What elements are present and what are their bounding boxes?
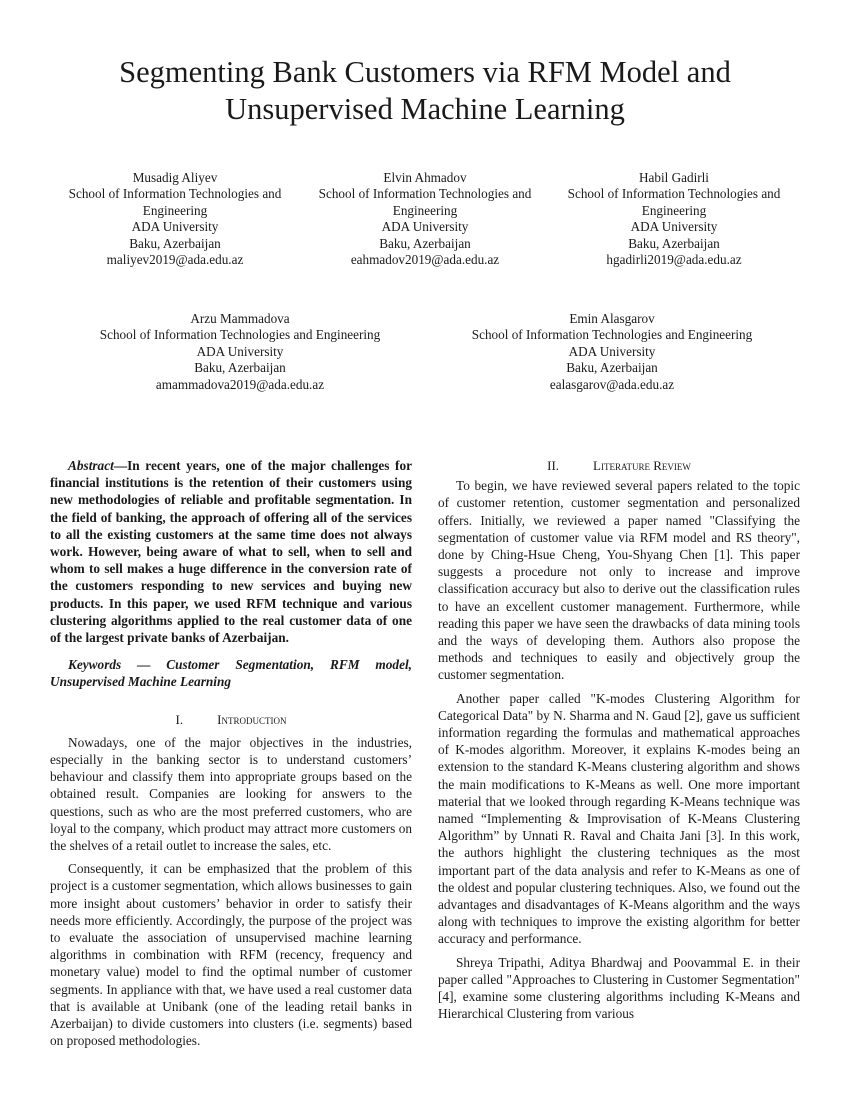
author-city: Baku, Azerbaijan	[379, 235, 471, 251]
section-title: Introduction	[217, 711, 287, 727]
author-university: ADA University	[630, 219, 718, 235]
paragraph: Consequently, it can be emphasized that the problem of this project is a customer segmentation, which allows businesses to gain more insight about customers’ behavior in order to satisfy their needs more efficiently. Accordingly, the purpose of the project was to evaluate the association of unsupervised machine learning algorithms in combination with RFM (recency, frequency and monetary value) model to find the optimal number of customer segments. In appliance with that, we have used a real customer data that is available at Unibank (one of the leading retail banks in Azerbaijan) to divide customers into clusters (i.e. segments) based on proposed methodologies.	[50, 861, 412, 1049]
author-email: eahmadov2019@ada.edu.az	[350, 252, 500, 268]
author-name: Musadig Aliyev	[132, 170, 218, 185]
author-name: Habil Gadirli	[639, 170, 709, 185]
author-affiliation: School of Information Technologies and Engineering	[99, 327, 381, 343]
left-column	[50, 457, 412, 1050]
author-name: Arzu Mammadova	[190, 311, 290, 326]
paragraph: Shreya Tripathi, Aditya Bhardwaj and Poovammal E. in their paper called "Approaches to Clustering in Customer Segmentation" [4], examine some clustering algorithms including K-Means and Hierarchical Clustering from various	[438, 954, 800, 1022]
section-number: I.	[175, 711, 184, 727]
author-name: Elvin Ahmadov	[383, 170, 467, 185]
section-heading	[50, 711, 412, 728]
paragraph: Nowadays, one of the major objectives in the industries, especially in the banking sector is to understand customers’ behaviour and classify them into appropriate groups based on the obtained result. Companies are looking for answers to the questions, such as who are the most preferred customers, who are loyal to the company, which product may attract more customers on the shelves of a retail outlet to increase the sales, etc.	[50, 734, 412, 854]
paragraph: Another paper called "K-modes Clustering Algorithm for Categorical Data" by N. Sharma and N. Gaud [2], gave us sufficient information regarding the formulas and mathematical approaches of K-modes algorithm. Moreover, it explains K-modes being an extension to the standard K-Means clustering algorithm and shows the main modifications to K-Means as well. One more important material that we looked through regarding K-Means technique was named “Implementing & Improvisation of K-Means Clustering Algorithm” by Unnati R. Raval and Chaita Jani [3]. In this work, the authors highlight the clustering techniques as the most important part of the data analysis and refer to K-Means as one of the oldest and popular clustering techniques. Also, we found out the advantages and disadvantages of K-Means algorithm and the ways along with techniques to improve the existing algorithm for better accuracy and performance.	[438, 690, 800, 947]
author-affiliation: School of Information Technologies and	[318, 186, 532, 202]
author-affiliation: Engineering	[392, 202, 458, 218]
section-heading	[438, 457, 800, 474]
author-affiliation: School of Information Technologies and Engineering	[471, 327, 753, 343]
abstract-label: Abstract	[68, 458, 114, 473]
abstract-text: —In recent years, one of the major challenges for financial institutions is the retention of their customers using new methodologies of reliable and profitable segmentation. In the field of banking, the approach of offering all of the services to all the existing customers at the same time does not always work. However, being aware of what to sell, when to sell and whom to sell makes a huge difference in the conversion rate of the customers responding to new services and buying new products. In this paper, we used RFM technique and various clustering algorithms applied to the real customer data of one of the largest private banks of Azerbaijan.	[50, 458, 412, 646]
abstract	[50, 457, 412, 646]
author-block	[432, 311, 792, 393]
author-email: amammadova2019@ada.edu.az	[155, 376, 325, 392]
author-affiliation: School of Information Technologies and	[567, 186, 781, 202]
author-university: ADA University	[568, 343, 656, 359]
author-city: Baku, Azerbaijan	[566, 360, 658, 376]
section-title: Literature Review	[593, 458, 691, 473]
author-block	[55, 170, 295, 268]
author-affiliation: Engineering	[142, 202, 208, 218]
paper-title	[0, 54, 850, 128]
section-number: II.	[547, 458, 560, 473]
author-city: Baku, Azerbaijan	[194, 360, 286, 376]
author-block	[305, 170, 545, 268]
author-affiliation: Engineering	[641, 202, 707, 218]
author-city: Baku, Azerbaijan	[628, 235, 720, 251]
author-university: ADA University	[381, 219, 469, 235]
author-city: Baku, Azerbaijan	[129, 235, 221, 251]
author-email: hgadirli2019@ada.edu.az	[606, 252, 742, 268]
keywords: Keywords — Customer Segmentation, RFM model, Unsupervised Machine Learning	[50, 657, 412, 690]
author-university: ADA University	[131, 219, 219, 235]
author-email: ealasgarov@ada.edu.az	[549, 376, 675, 392]
author-email: maliyev2019@ada.edu.az	[106, 252, 244, 268]
author-affiliation: School of Information Technologies and	[68, 186, 282, 202]
title-line: Unsupervised Machine Learning	[225, 92, 625, 126]
right-column	[438, 457, 800, 1023]
author-block	[554, 170, 794, 268]
author-block	[60, 311, 420, 393]
author-name: Emin Alasgarov	[569, 311, 655, 326]
title-line: Segmenting Bank Customers via RFM Model and	[119, 55, 731, 89]
paragraph: To begin, we have reviewed several papers related to the topic of customer retention, customer segmentation and personalized offers. Initially, we reviewed a paper named "Classifying the segmentation of customer value via RFM model and RS theory", done by Ching-Hsue Cheng, You-Shyang Chen [1]. This paper suggests a procedure not only to increase and improve classification accuracy but also to derive out the classification rules to have an excellent customer management. Furthermore, while reading this paper we have seen the drawbacks of data mining tools and the ways of developing them. Authors also propose the methods and techniques to easily and objectively group the customer segmentation.	[438, 478, 800, 683]
author-university: ADA University	[196, 343, 284, 359]
